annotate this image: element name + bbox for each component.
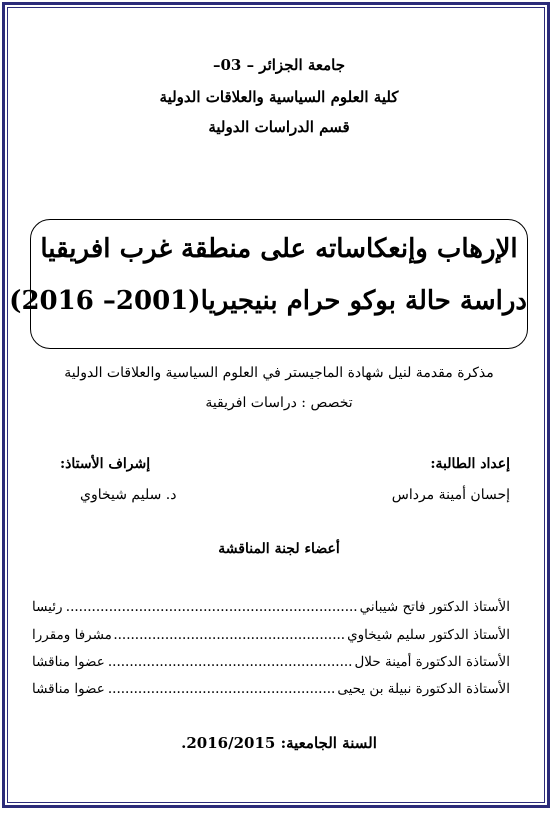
jury-member-role: رئيسا xyxy=(32,599,63,615)
dot-leader xyxy=(65,599,358,615)
jury-member-name: الأستاذ الدكتور سليم شيخاوي xyxy=(347,627,510,643)
university-name: جامعة الجزائر – 03– xyxy=(212,56,345,74)
jury-member-role: عضوا مناقشا xyxy=(32,654,105,670)
jury-member-role: عضوا مناقشا xyxy=(32,681,105,697)
jury-member xyxy=(32,627,510,643)
specialty: تخصص : دراسات افريقية xyxy=(205,395,353,411)
dot-leader xyxy=(107,681,336,697)
dot-leader xyxy=(114,627,345,643)
faculty-name: كلية العلوم السياسية والعلاقات الدولية xyxy=(159,88,399,106)
department-name: قسم الدراسات الدولية xyxy=(208,118,350,136)
prepared-by-label: إعداد الطالبة: xyxy=(430,456,510,472)
jury-member-role: مشرفا ومقررا xyxy=(32,627,112,643)
jury-member-name: الأستاذة الدكتورة نبيلة بن يحيى xyxy=(337,681,510,697)
dot-leader xyxy=(107,654,353,670)
jury-member-name: الأستاذة الدكتورة أمينة حلال xyxy=(354,654,510,670)
memo-description: مذكرة مقدمة لنيل شهادة الماجيستر في العلوم السياسية والعلاقات الدولية xyxy=(64,365,494,381)
thesis-title-line1: الإرهاب وإنعكاساته على منطقة غرب افريقيا xyxy=(40,234,518,264)
student-name: إحسان أمينة مرداس xyxy=(391,487,510,503)
jury-member xyxy=(32,681,510,697)
supervisor-name: د. سليم شيخاوي xyxy=(80,487,177,503)
jury-title: أعضاء لجنة المناقشة xyxy=(218,541,340,557)
academic-year: السنة الجامعية: 2016/2015. xyxy=(181,734,377,752)
thesis-title-box xyxy=(9,219,528,349)
jury-member xyxy=(32,654,510,670)
jury-member xyxy=(32,599,510,615)
supervisor-label: إشراف الأستاذ: xyxy=(60,456,151,472)
thesis-title-line2: دراسة حالة بوكو حرام بنيجيريا(2001– 2016) xyxy=(9,286,527,316)
jury-member-name: الأستاذ الدكتور فاتح شيباني xyxy=(359,599,510,615)
